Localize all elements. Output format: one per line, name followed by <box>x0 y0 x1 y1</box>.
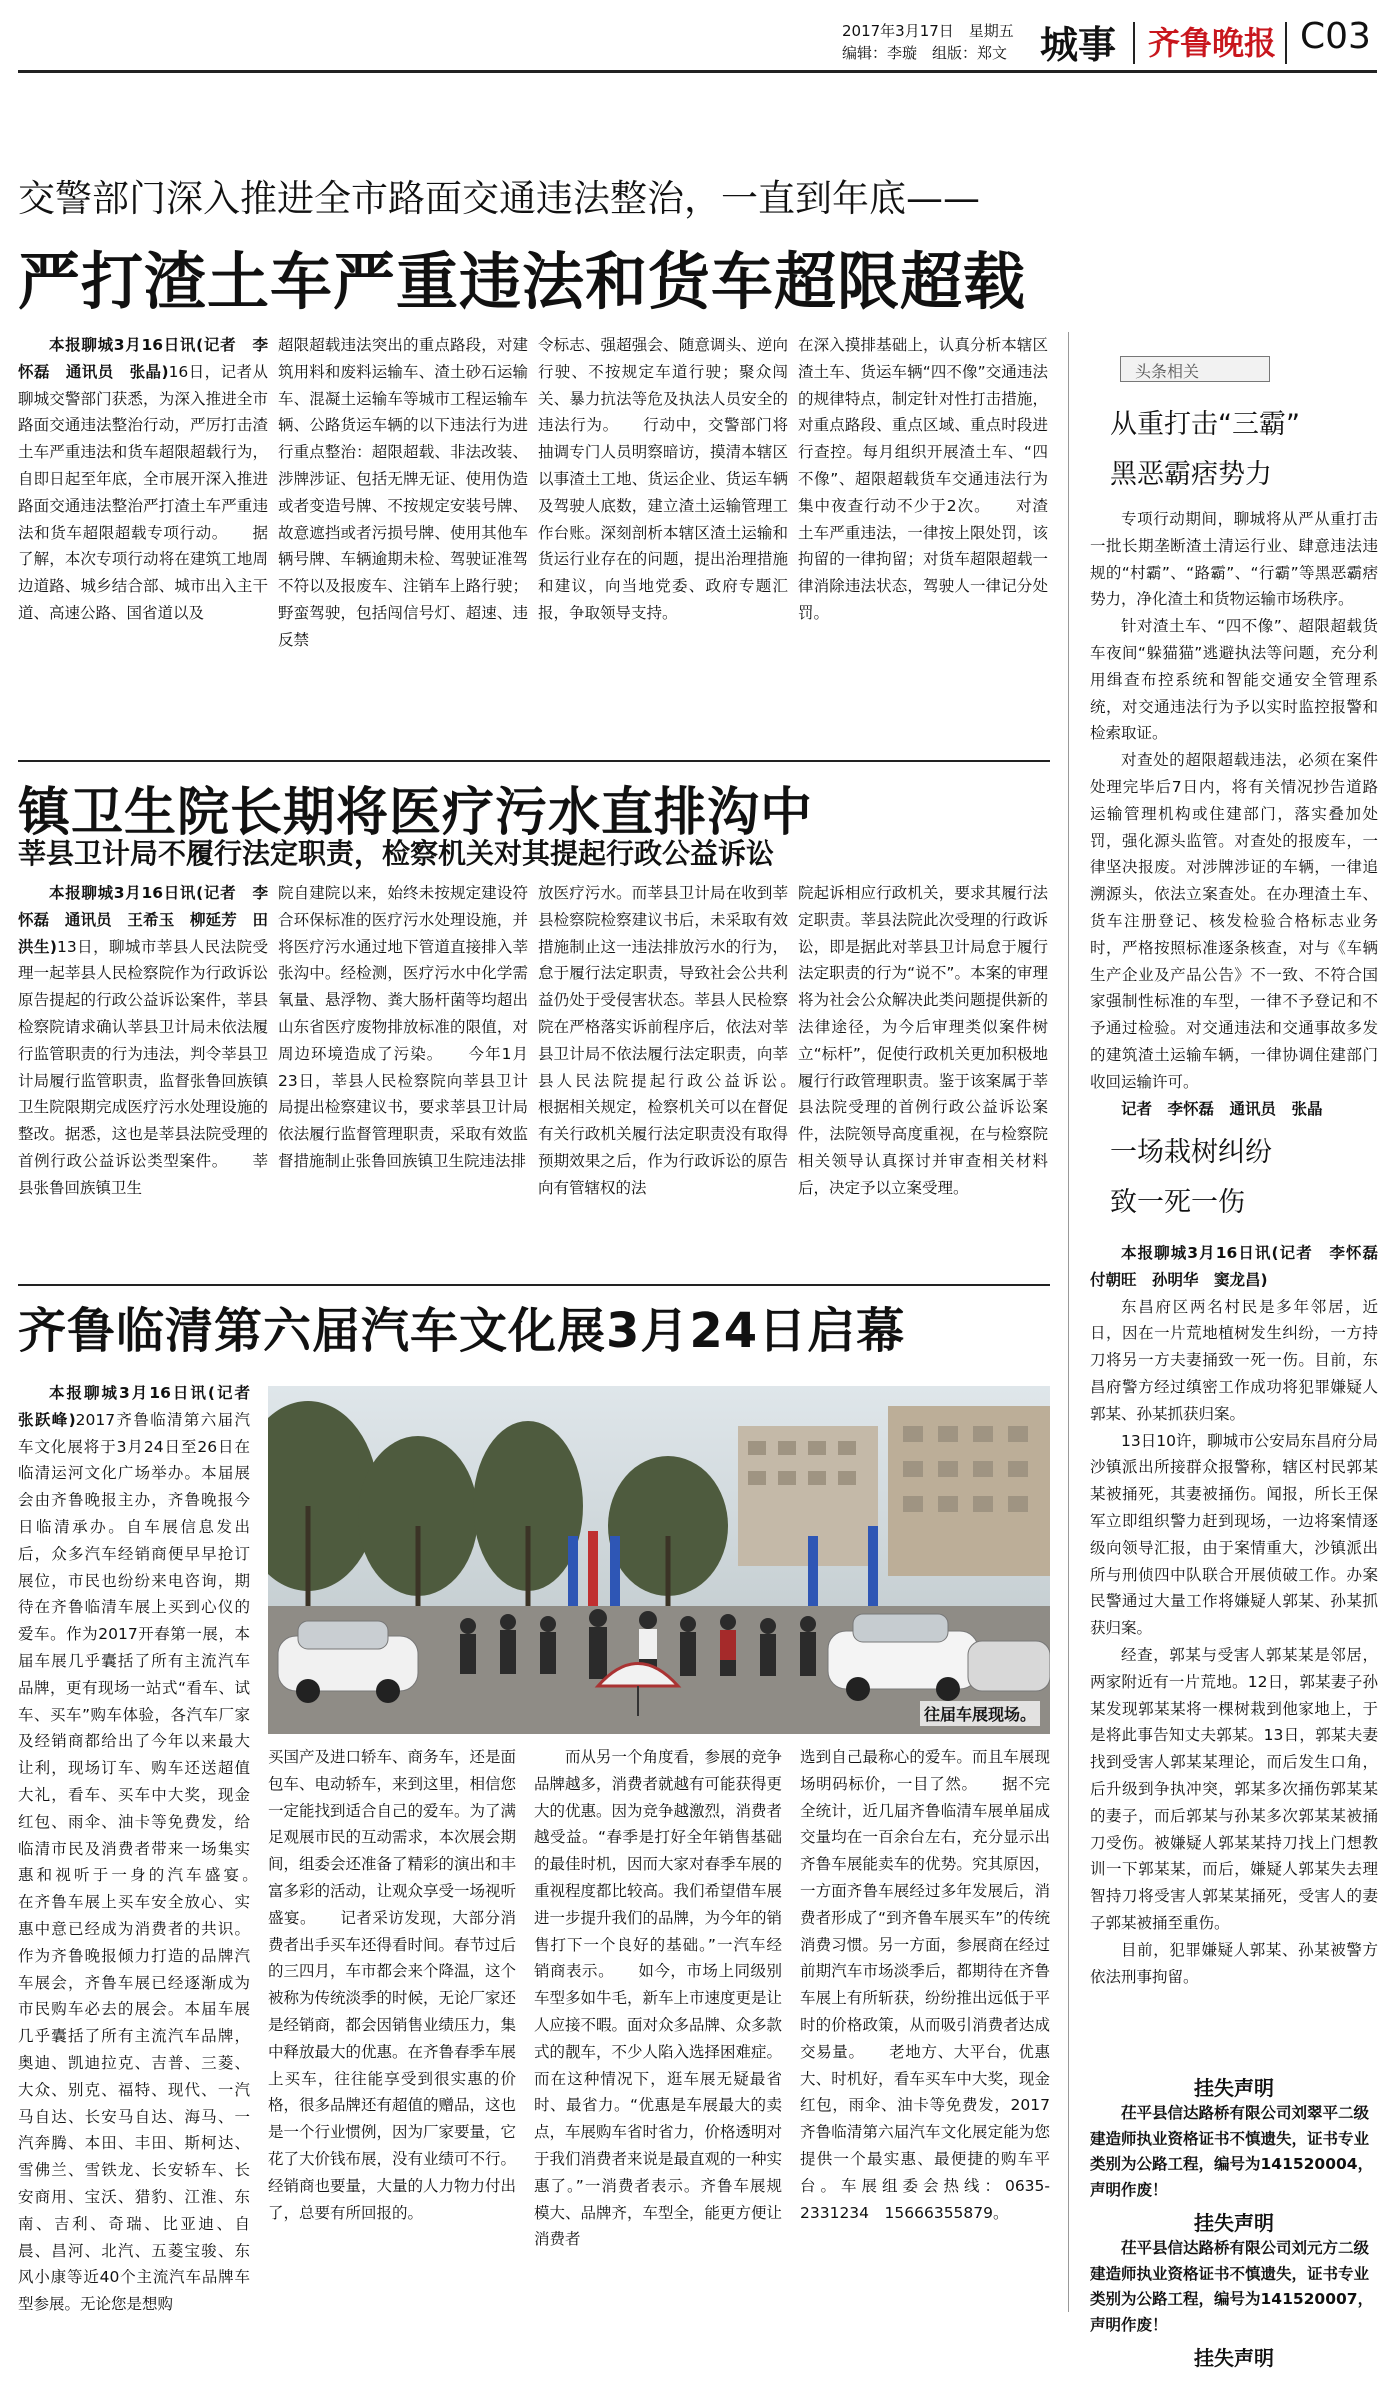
story1-column-1: 本报聊城3月16日讯(记者 李怀磊 通讯员 张晶)16日，记者从聊城交警部门获悉，为深入推进全市路面交通违法整治行动，严厉打击渣土车严重违法和货车超限超载行为，自即日起至年底，全市展开深入推进路面交通违法整治严打渣土车严重违法和货车超限超载专项行动。 据了解，本次专项行动将在建筑工地周边道路、城乡结合部、城市出入主干道、高速公路、国省道以及 <box>18 336 268 622</box>
sidebar2-title-2: 致一死一伤 <box>1110 1187 1245 1218</box>
story2-subhead: 莘县卫计局不履行法定职责，检察机关对其提起行政公益诉讼 <box>18 837 775 870</box>
story1-headline: 严打渣土车严重违法和货车超限超载 <box>18 245 1027 318</box>
sidebar-credit: 记者 李怀磊 通讯员 张晶 <box>1121 1099 1323 1118</box>
section-name: 城事 <box>1040 23 1117 67</box>
sidebar-label-box <box>1120 356 1270 382</box>
story2-byline: 本报聊城3月16日讯(记者 李怀磊 通讯员 王希玉 柳延芳 田洪生) <box>18 884 268 956</box>
story3-headline: 齐鲁临清第六届汽车文化展3月24日启幕 <box>18 1303 906 1359</box>
sidebar2-byline: 本报聊城3月16日讯(记者 李怀磊 付朝旺 孙明华 窦龙昌) <box>1090 1244 1378 1289</box>
story3-lead-column: 本报聊城3月16日讯(记者 张跃峰)2017齐鲁临清第六届汽车文化展将于3月24日至26日在临清运河文化广场举办。本届展会由齐鲁晚报主办，齐鲁晚报今日临清承办。自车展信息发出后，众多汽车经销商便早早抢订展位，市民也纷纷来电咨询，期待在齐鲁临清车展上买到心仪的爱车。作为2017开春第一展，本届车展几乎囊括了所有主流汽车品牌，更有现场一站式“看车、试车、买车”购车体验，各汽车厂家及经销商都给出了今年以来最大让利，现场订车、购车还送超值大礼，看车、买车中大奖，现金红包、雨伞、油卡等免费发，给临清市民及消费者带来一场集实惠和视听于一身的汽车盛宴。 在齐鲁车展上买车安全放心、实惠中意已经成为消费者的共识。作为齐鲁晚报倾力打造的品牌汽车展会，齐鲁车展已经逐渐成为市民购车必去的展会。本届车展几乎囊括了所有主流汽车品牌，奥迪、凯迪拉克、吉普、三菱、大众、别克、福特、现代、一汽马自达、长安马自达、海马、一汽奔腾、本田、丰田、斯柯达、雪佛兰、雪铁龙、长安轿车、长安商用、宝沃、猎豹、江淮、东南、吉利、奇瑞、比亚迪、自晨、昌河、北汽、五菱宝骏、东风小康等近40个主流汽车品牌车型参展。无论您是想购 <box>18 1380 250 2370</box>
page-number: C03 <box>1300 16 1371 57</box>
story1-kicker: 交警部门深入推进全市路面交通违法整治，一直到年底—— <box>18 177 980 220</box>
story1-byline: 本报聊城3月16日讯(记者 李怀磊 通讯员 张晶) <box>18 336 268 381</box>
story3-column-4: 选到自己最称心的爱车。而且车展现场明码标价，一目了然。 据不完全统计，近几届齐鲁临清车展单届成交量均在一百余台左右，充分显示出齐鲁车展能卖车的优势。究其原因，一方面齐鲁车展经过多年发展后，消费者形成了“到齐鲁车展买车”的传统消费习惯。另一方面，参展商在经过前期汽车市场淡季后，都期待在齐鲁车展上有所斩获，纷纷推出远低于平时的价格政策，从而吸引消费者达成交易量。 老地方、大平台，优惠大、时机好，看车买车中大奖，现金红包，雨伞、油卡等免费发，2017齐鲁临清第六届汽车文化展定能为您提供一个最实惠、最便捷的购车平台。车展组委会热线：0635-2331234 15666355879。 <box>800 1748 1050 2222</box>
story1-column-3: 令标志、强超强会、随意调头、逆向行驶、不按规定车道行驶；聚众闯关、暴力抗法等危及执法人员安全的违法行为。 行动中，交警部门将抽调专门人员明察暗访，摸清本辖区以事渣土工地、货运企业、货运车辆及驾驶人底数，建立渣土运输管理工作台账。深刻剖析本辖区渣土运输和货运行业存在的问题，提出治理措施和建议，向当地党委、政府专题汇报，争取领导支持。 <box>538 336 788 622</box>
car-show-photo-graphic <box>268 1386 1050 1734</box>
story1-column-4: 在深入摸排基础上，认真分析本辖区渣土车、货运车辆“四不像”交通违法的规律特点，制定针对性打击措施，对重点路段、重点区域、重点时段进行查控。每月组织开展渣土车、“四不像”、超限超载货车交通违法行为集中夜查行动不少于2次。 对渣土车严重违法，一律按上限处罚，该拘留的一律拘留；对货车超限超载一律消除违法状态，驾驶人一律记分处罚。 <box>798 336 1048 622</box>
notice-body-3 <box>1090 2371 1378 2372</box>
story3-column-3: 而从另一个角度看，参展的竞争品牌越多，消费者就越有可能获得更大的优惠。因为竞争越激烈，消费者越受益。“春季是打好全年销售基础的最佳时机，因而大家对春季车展的重视程度都比较高。我们希望借车展进一步提升我们的品牌，为今年的销售打下一个良好的基础。”一汽车经销商表示。 如今，市场上同级别车型多如牛毛，新车上市速度更是让人应接不暇。面对众多品牌、众多款式的靓车，不少人陷入选择困难症。而在这种情况下，逛车展无疑最省时、最省力。“优惠是车展最大的卖点，车展购车省时省力，价格透明对于我们消费者来说是最直观的一种实惠了。”一消费者表示。齐鲁车展规模大、品牌齐，车型全，能更方便让消费者 <box>534 1748 782 2249</box>
story2-column-1: 本报聊城3月16日讯(记者 李怀磊 通讯员 王希玉 柳延芳 田洪生)13日，聊城市莘县人民法院受理一起莘县人民检察院作为行政诉讼原告提起的行政公益诉讼案件，莘县检察院请求确认莘县卫计局未依法履行监管职责的行为违法，判令莘县卫计局履行监管职责，监督张鲁回族镇卫生院限期完成医疗污水处理设施的整改。据悉，这也是莘县法院受理的首例行政公益诉讼类型案件。 莘县张鲁回族镇卫生 <box>18 884 268 1197</box>
editor-credits: 编辑：李璇 组版：郑文 <box>842 44 1008 62</box>
notice-body-2: 茌平县信达路桥有限公司刘元方二级建造师执业资格证书不慎遗失，证书专业类别为公路工程，编号为141520007，声明作废！ <box>1090 2239 1374 2334</box>
story2-bottom-rule <box>18 1284 1050 1286</box>
sidebar-label: 头条相关 <box>1135 362 1200 381</box>
notices-box <box>1090 2072 1378 2372</box>
notice-title-3: 挂失声明 <box>1194 2346 1274 2370</box>
story1-column-2: 超限超载违法突出的重点路段，对建筑用料和废料运输车、渣土砂石运输车、混凝土运输车等城市工程运输车辆、公路货运车辆的以下违法行为进行重点整治：超限超载、非法改装、涉牌涉证、包括无牌无证、使用伪造或者变造号牌、不按规定安装号牌、故意遮挡或者污损号牌、使用其他车辆号牌、车辆逾期未检、驾驶证准驾不符以及报废车、注销车上路行驶；野蛮驾驶，包括闯信号灯、超速、违反禁 <box>278 336 528 649</box>
story1-bottom-rule <box>18 760 1050 762</box>
header-rule <box>18 70 1377 73</box>
sidebar-body: 专项行动期间，聊城将从严从重打击一批长期垄断渣土清运行业、肆意违法违规的“村霸”、“路霸”、“行霸”等黑恶霸痞势力，净化渣土和货物运输市场秩序。 针对渣土车、“四不像”、超限超载货车夜间“躲猫猫”逃避执法等问题，充分利用缉查布控系统和智能交通安全管理系统，对交通违法行为予以实时监控报警和检索取证。 对查处的超限超载违法，必须在案件处理完毕后7日内，将有关情况抄告道路运输管理机构或住建部门，落实叠加处罚，强化源头监管。对查处的报废车，一律坚决报废。对涉牌涉证的车辆，一律追溯源头，依法立案查处。在办理渣土车、货车注册登记、核发检验合格标志业务时，严格按照标准逐条核查，对与《车辆生产企业及产品公告》不一致、不符合国家强制性标准的车型，一律不予登记和不予通过检验。对交通违法和交通事故多发的建筑渣土运输车辆，一律协调住建部门收回运输许可。 记者 李怀磊 通讯员 张晶 <box>1090 506 1378 1126</box>
car-show-photo <box>268 1386 1050 1734</box>
page-header <box>0 0 1395 72</box>
sidebar-title-1: 从重打击“三霸” <box>1110 409 1300 440</box>
sidebar2-body: 本报聊城3月16日讯(记者 李怀磊 付朝旺 孙明华 窦龙昌) 东昌府区两名村民是多年邻居，近日，因在一片荒地植树发生纠纷，一方持刀将另一方夫妻捅致一死一伤。目前，东昌府警方经过缜密工作成功将犯罪嫌疑人郭某、孙某抓获归案。 13日10许，聊城市公安局东昌府分局沙镇派出所接群众报警称，辖区村民郭某某被捅死，其妻被捅伤。闻报，所长王保军立即组织警力赶到现场，一边将案情逐级向领导汇报，由于案情重大，沙镇派出所与刑侦四中队联合开展侦破工作。办案民警通过大量工作将嫌疑人郭某、孙某抓获归案。 经查，郭某与受害人郭某某是邻居，两家附近有一片荒地。12日，郭某妻子孙某发现郭某某将一棵树栽到他家地上，于是将此事告知丈夫郭某。13日，郭某夫妻找到受害人郭某某理论，而后发生口角，后升级到争执冲突，郭某多次捅伤郭某某的妻子，而后郭某与孙某多次郭某某被捅刀受伤。被嫌疑人郭某某持刀找上门想教训一下郭某某，而后，嫌疑人郭某失去理智持刀将受害人郭某某捅死，受害人的妻子郭某被捅至重伤。 目前，犯罪嫌疑人郭某、孙某被警方依法刑事拘留。 <box>1090 1240 1378 2060</box>
header-divider <box>1133 22 1135 64</box>
sidebar-divider <box>1068 332 1069 2312</box>
notice-body-1: 茌平县信达路桥有限公司刘翠平二级建造师执业资格证书不慎遗失，证书专业类别为公路工程，编号为141520004，声明作废！ <box>1090 2104 1374 2199</box>
story2-column-3: 放医疗污水。而莘县卫计局在收到莘县检察院检察建议书后，未采取有效措施制止这一违法排放污水的行为，怠于履行法定职责，导致社会公共利益仍处于受侵害状态。莘县人民检察院在严格落实诉前程序后，依法对莘县卫计局不依法履行法定职责，向莘县人民法院提起行政公益诉讼。 根据相关规定，检察机关可以在督促有关行政机关履行法定职责没有取得预期效果之后，作为行政诉讼的原告向有管辖权的法 <box>538 884 788 1197</box>
header-divider-2 <box>1285 22 1287 64</box>
sidebar2-title-1: 一场栽树纠纷 <box>1110 1137 1272 1168</box>
notice-title-2: 挂失声明 <box>1194 2211 1274 2235</box>
issue-date: 2017年3月17日 星期五 <box>842 22 1014 40</box>
newspaper-logo: 齐鲁晚报 <box>1148 24 1277 62</box>
sidebar-title-2: 黑恶霸痞势力 <box>1110 459 1272 490</box>
photo-caption: 往届车展现场。 <box>920 1701 1040 1726</box>
story2-column-2: 院自建院以来，始终未按规定建设符合环保标准的医疗污水处理设施，并将医疗污水通过地下管道直接排入莘张沟中。经检测，医疗污水中化学需氧量、悬浮物、粪大肠杆菌等均超出山东省医疗废物排放标准的限值，对周边环境造成了污染。 今年1月23日，莘县人民检察院向莘县卫计局提出检察建议书，要求莘县卫计局依法履行监督管理职责，采取有效监督措施制止张鲁回族镇卫生院违法排 <box>278 884 528 1170</box>
story2-column-4: 院起诉相应行政机关，要求其履行法定职责。莘县法院此次受理的行政诉讼，即是据此对莘县卫计局怠于履行法定职责的行为“说不”。本案的审理将为社会公众解决此类问题提供新的法律途径，为今后审理类似案件树立“标杆”，促使行政机关更加积极地履行行政管理职责。鉴于该案属于莘县法院受理的首例行政公益诉讼案件，法院领导高度重视，在与检察院相关领导认真探讨并审查相关材料后，决定予以立案受理。 <box>798 884 1048 1197</box>
story3-column-2: 买国产及进口轿车、商务车，还是面包车、电动轿车，来到这里，相信您一定能找到适合自己的爱车。为了满足观展市民的互动需求，本次展会期间，组委会还准备了精彩的演出和丰富多彩的活动，让观众享受一场视听盛宴。 记者采访发现，大部分消费者出手买车还得看时间。春节过后的三四月，车市都会来个降温，这个被称为传统淡季的时候，无论厂家还是经销商，都会因销售业绩压力，集中释放最大的优惠。在齐鲁春季车展上买车，往往能享受到很实惠的价格，很多品牌还有超值的赠品，这也是一个行业惯例，因为厂家要量，它花了大价钱布展，没有业绩可不行。经销商也要量，大量的人力物力付出了，总要有所回报的。 <box>268 1748 516 2222</box>
story2-headline: 镇卫生院长期将医疗污水直排沟中 <box>18 783 814 843</box>
notice-title-1: 挂失声明 <box>1194 2076 1274 2100</box>
story3-byline: 本报聊城3月16日讯(记者 张跃峰) <box>18 1384 250 1429</box>
